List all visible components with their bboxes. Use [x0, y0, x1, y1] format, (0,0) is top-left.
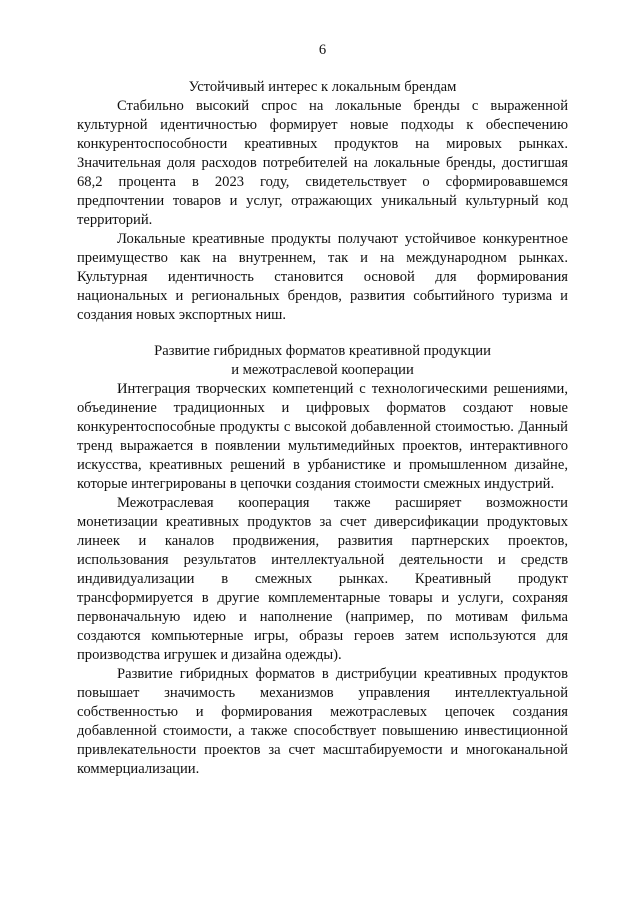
paragraph-distribution: Развитие гибридных форматов в дистрибуции креативных продуктов повышает значимость механизмов управления интеллектуальной собственностью и формирования межотраслевых цепочек создания добавленной стоимости, а также способствует повышению инвестиционной привлекательности проектов за счет масштабируемости и многоканальной коммерциализации. — [77, 666, 568, 777]
paragraph-local-demand: Стабильно высокий спрос на локальные бренды с выраженной культурной идентичностью формирует новые подходы к обеспечению конкурентоспособности креативных продуктов на мировых рынках. Значительная доля расходов потребителей на локальные бренды, достигшая 68,2 процента в 2023 году, свидетельствует о сформировавшемся предпочтении товаров и услуг, отражающих уникальный культурный код территорий. — [77, 98, 568, 228]
page-number: 6 — [318, 42, 327, 58]
section-heading-hybrid-formats-line1: Развитие гибридных форматов креативной продукции — [154, 343, 491, 359]
paragraph-cooperation: Межотраслевая кооперация также расширяет возможности монетизации креативных продуктов за счет диверсификации продуктовых линеек и каналов продвижения, развития партнерских проектов, использования результатов интеллектуальной деятельности и средств индивидуализации в смежных рынках. Креативный продукт трансформируется в другие комплементарные товары и услуги, сохраняя первоначальную идею и наполнение (например, по мотивам фильма создаются компьютерные игры, образы героев затем используются для производства игрушек и дизайна одежды). — [77, 495, 568, 663]
section-heading-hybrid-formats — [77, 342, 568, 380]
paragraph-local-advantage: Локальные креативные продукты получают устойчивое конкурентное преимущество как на внутреннем, так и на международном рынках. Культурная идентичность становится основой для формирования национальных и региональных брендов, развития событийного туризма и создания новых экспортных ниш. — [77, 231, 568, 323]
section-heading-local-brands: Устойчивый интерес к локальным брендам — [188, 79, 457, 95]
paragraph-integration: Интеграция творческих компетенций с технологическими решениями, объединение традиционных и цифровых форматов создают новые конкурентоспособные продукты с высокой добавленной стоимостью. Данный тренд выражается в появлении мультимедийных проектов, интерактивного искусства, креативных решений в урбанистике и промышленном дизайне, которые интегрированы в цепочки создания стоимости смежных индустрий. — [77, 381, 568, 492]
section-heading-hybrid-formats-line2: и межотраслевой кооперации — [231, 362, 414, 378]
